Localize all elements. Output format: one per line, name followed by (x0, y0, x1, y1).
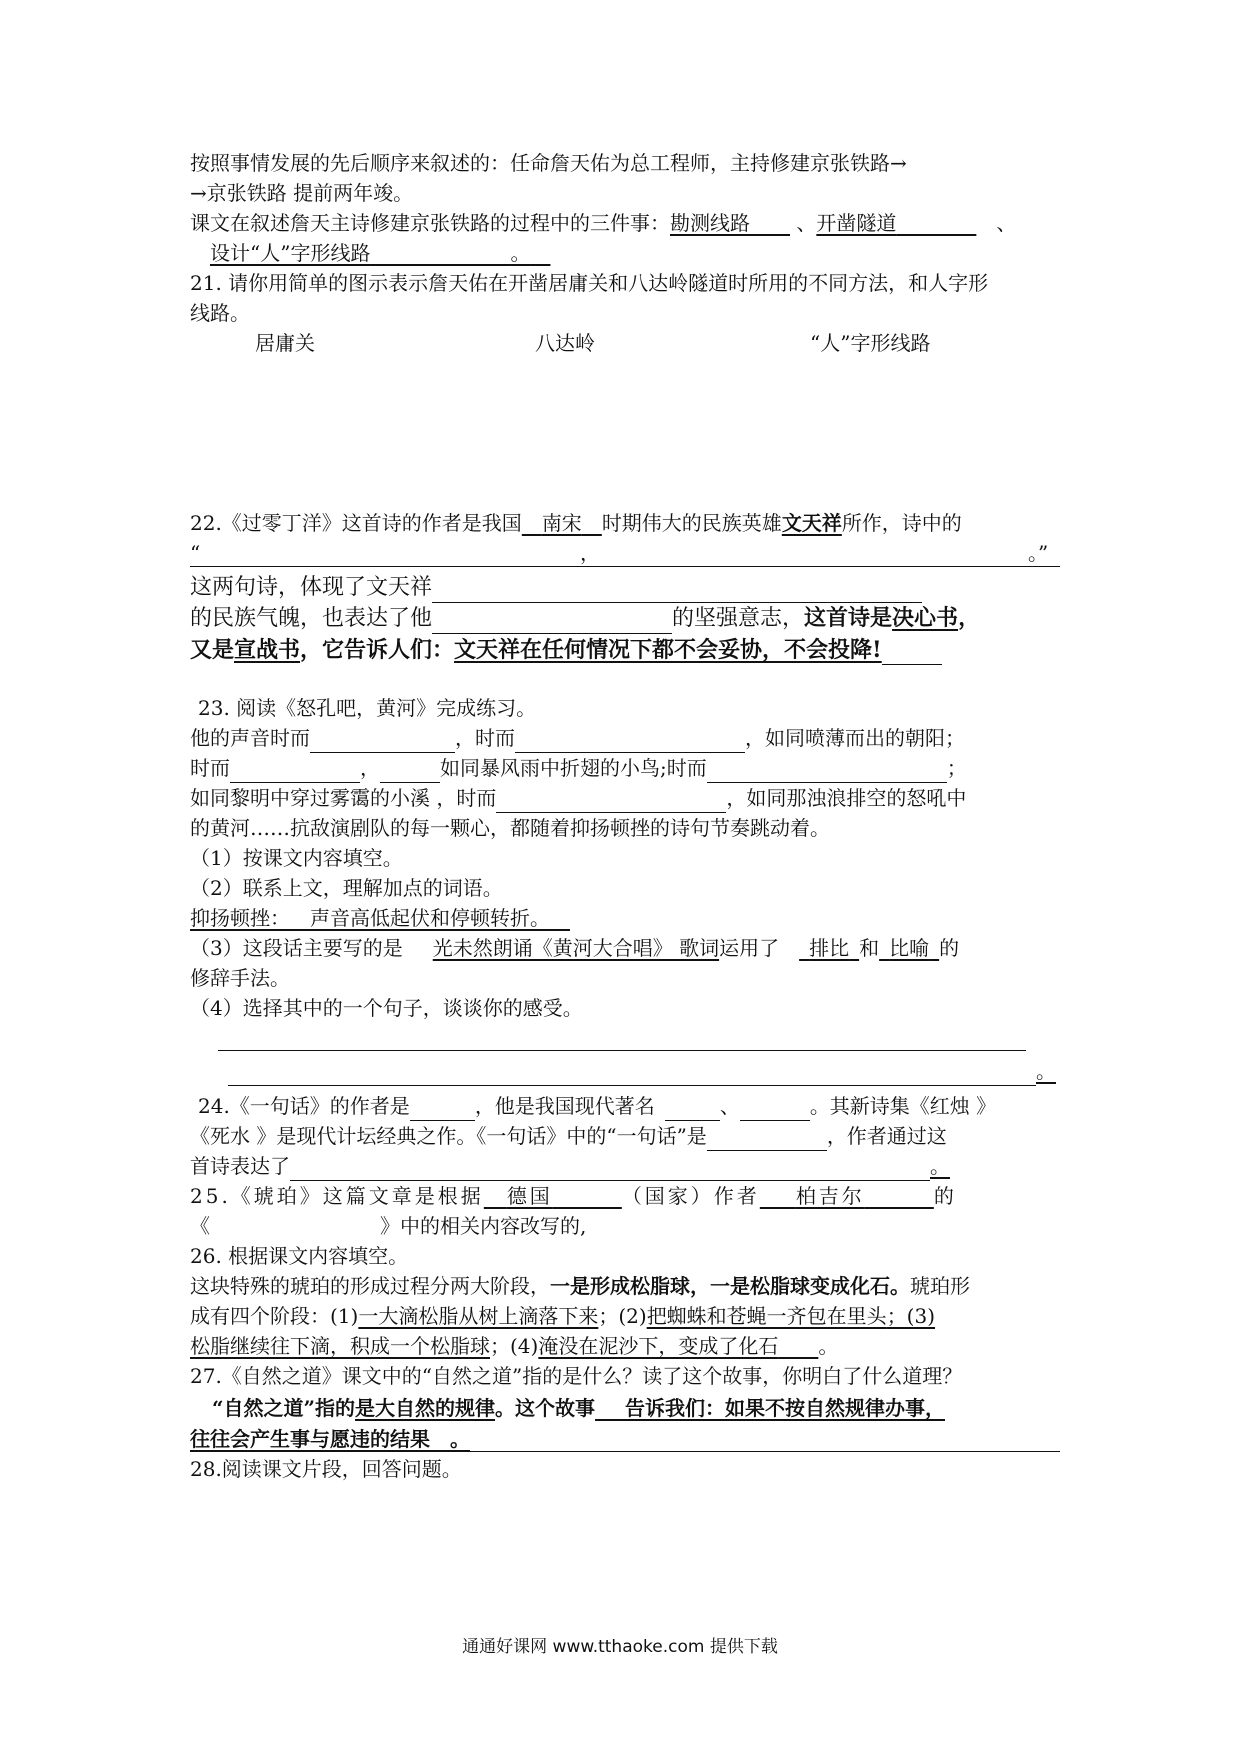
q22-blank-2[interactable] (432, 609, 672, 634)
q28-question: 28.阅读课文片段，回答问题。 (190, 1457, 462, 1481)
q21-line-2: 线路。 (190, 301, 250, 325)
q23-blank-1[interactable] (310, 728, 455, 753)
q22-line-1: 22.《过零丁洋》这首诗的作者是我国 南宋 时期伟大的民族英雄文天祥所作，诗中的 (190, 511, 962, 535)
q27-question: 27.《自然之道》课文中的“自然之道”指的是什么？读了这个故事，你明白了什么道理？ (190, 1364, 963, 1388)
q27-answer-line-1: “自然之道”指的是大自然的规律。这个故事 告诉我们：如果不按自然规律办事， (212, 1396, 946, 1420)
q23-sub-2-answer: 抑扬顿挫： 声音高低起伏和停顿转折。 (190, 906, 550, 930)
q24-line-3: 首诗表达了 。 (190, 1151, 950, 1181)
q22-answer-dynasty: 南宋 (541, 511, 582, 535)
q24-line-1: 24.《一句话》的作者是 ，他是我国现代著名 、 。其新诗集《红烛 》 (198, 1091, 996, 1121)
q26-stage-3: 松脂继续往下滴，积成一个松脂球 (190, 1334, 490, 1358)
q23-para-3: 如同黎明中穿过雾霭的小溪 ，时而 ，如同那浊浪排空的怒吼中 (190, 783, 966, 813)
q20-answer-2: 开凿隧道 (816, 211, 897, 235)
q23-title: 23. 阅读《怒孔吧，黄河》完成练习。 (198, 696, 537, 720)
q23-answer-line-1[interactable] (218, 1050, 1026, 1051)
q26-title: 26. 根据课文内容填空。 (190, 1244, 409, 1268)
q25-answer-author: 柏吉尔 (795, 1184, 865, 1208)
q26-line-1: 这块特殊的琥珀的形成过程分两大阶段，一是形成松脂球，一是松脂球变成化石。琥珀形 (190, 1274, 970, 1298)
q23-sub-2: （2）联系上文，理解加点的词语。 (190, 876, 503, 900)
q21-line-1: 21. 请你用简单的图示表示詹天佑在开凿居庸关和八达岭隧道时所用的不同方法，和人字形 (190, 271, 989, 295)
q23-para-4: 的黄河……抗敌演剧队的每一颗心，都随着抑扬顿挫的诗句节奏跳动着。 (190, 816, 830, 840)
q20-line-1: 按照事情发展的先后顺序来叙述的：任命詹天佑为总工程师，主持修建京张铁路→ (190, 151, 907, 175)
q20-answer-1: 勘测线路 (670, 211, 750, 235)
q23-para-1: 他的声音时而 ，时而 ，如同喷薄而出的朝阳； (190, 723, 965, 753)
q20-answer-3: 设计“人”字形线路 。 (210, 241, 531, 265)
q23-sub-3-line-2: 修辞手法。 (190, 966, 290, 990)
q22-line-4: 的民族气魄，也表达了他 的坚强意志，这首诗是决心书， (190, 603, 980, 634)
q22-line-3: 这两句诗，体现了文天祥 (190, 573, 922, 603)
q22-line-5: 又是宣战书，它告诉人们：文天祥在任何情况下都不会妥协，不会投降! (190, 635, 942, 665)
q23-para-2: 时而 ， 如同暴风雨中折翅的小鸟;时而 ； (190, 753, 967, 783)
q26-stage-2: 把蜘蛛和苍蝇一齐包在里头 (646, 1304, 887, 1328)
q21-caption-renzi: “人”字形线路 (810, 331, 931, 355)
q23-sub-3: （3）这段话主要写的是 光未然朗诵《黄河大合唱》 歌词运用了 排比 和 比喻 的 (190, 936, 960, 960)
q26-line-3: 松脂继续往下滴，积成一个松脂球；(4)淹没在泥沙下，变成了化石 。 (190, 1334, 839, 1358)
q22-answer-name: 文天祥 (781, 511, 842, 535)
q23-sub-1: （1）按课文内容填空。 (190, 846, 403, 870)
q27-answer-line-2: 往往会产生事与愿违的结果 。 (190, 1427, 470, 1451)
q24-blank-author[interactable] (410, 1096, 475, 1121)
q20-line-4 (210, 238, 550, 268)
q24-blank-meaning[interactable] (707, 1126, 827, 1151)
q23-sub-4: （4）选择其中的一个句子，谈谈你的感受。 (190, 996, 583, 1020)
q24-blank-theme[interactable] (290, 1156, 930, 1181)
q20-prompt: 课文在叙述詹天主诗修建京张铁路的过程中的三件事： (190, 211, 670, 235)
q22-answer-line[interactable] (190, 566, 1060, 567)
q21-caption-badaling: 八达岭 (535, 331, 595, 355)
q23-answer-line-2[interactable]: 。 (228, 1056, 1056, 1086)
q26-line-2: 成有四个阶段：(1)一大滴松脂从树上滴落下来；(2)把蜘蛛和苍蝇一齐包在里头；(3) (190, 1304, 936, 1328)
q22-line-2: “ ， 。” (190, 541, 1049, 565)
q26-stage-1: 一大滴松脂从树上滴落下来 (358, 1304, 599, 1328)
q25-line-1: 25.《琥珀》这篇文章是根据 德国 （国家）作者 柏吉尔 的 (190, 1184, 957, 1208)
q20-line-3: 课文在叙述詹天主诗修建京张铁路的过程中的三件事：勘测线路 、开凿隧道 、 (190, 211, 1017, 235)
q23-blank-3[interactable] (230, 758, 360, 783)
q22-blank-1[interactable] (432, 578, 922, 603)
q27-underline (190, 1451, 1060, 1452)
q21-caption-juyongguan: 居庸关 (255, 331, 315, 355)
q26-stage-4: 淹没在泥沙下，变成了化石 (538, 1334, 779, 1358)
q25-answer-country: 德国 (506, 1184, 553, 1208)
q23-blank-2[interactable] (515, 728, 745, 753)
footer-credit: 通通好课网 www.tthaoke.com 提供下载 (462, 1637, 778, 1657)
q23-blank-5[interactable] (707, 758, 947, 783)
q24-line-2: 《死水 》是现代计坛经典之作。《一句话》中的“一句话”是 ，作者通过这 (190, 1121, 947, 1151)
q23-blank-4[interactable] (380, 758, 440, 783)
q23-blank-7[interactable] (596, 788, 726, 813)
q20-line-2: →京张铁路 提前两年竣。 (190, 181, 414, 205)
q23-blank-6[interactable] (496, 788, 596, 813)
q25-line-2: 《 》中的相关内容改写的, (190, 1214, 587, 1238)
